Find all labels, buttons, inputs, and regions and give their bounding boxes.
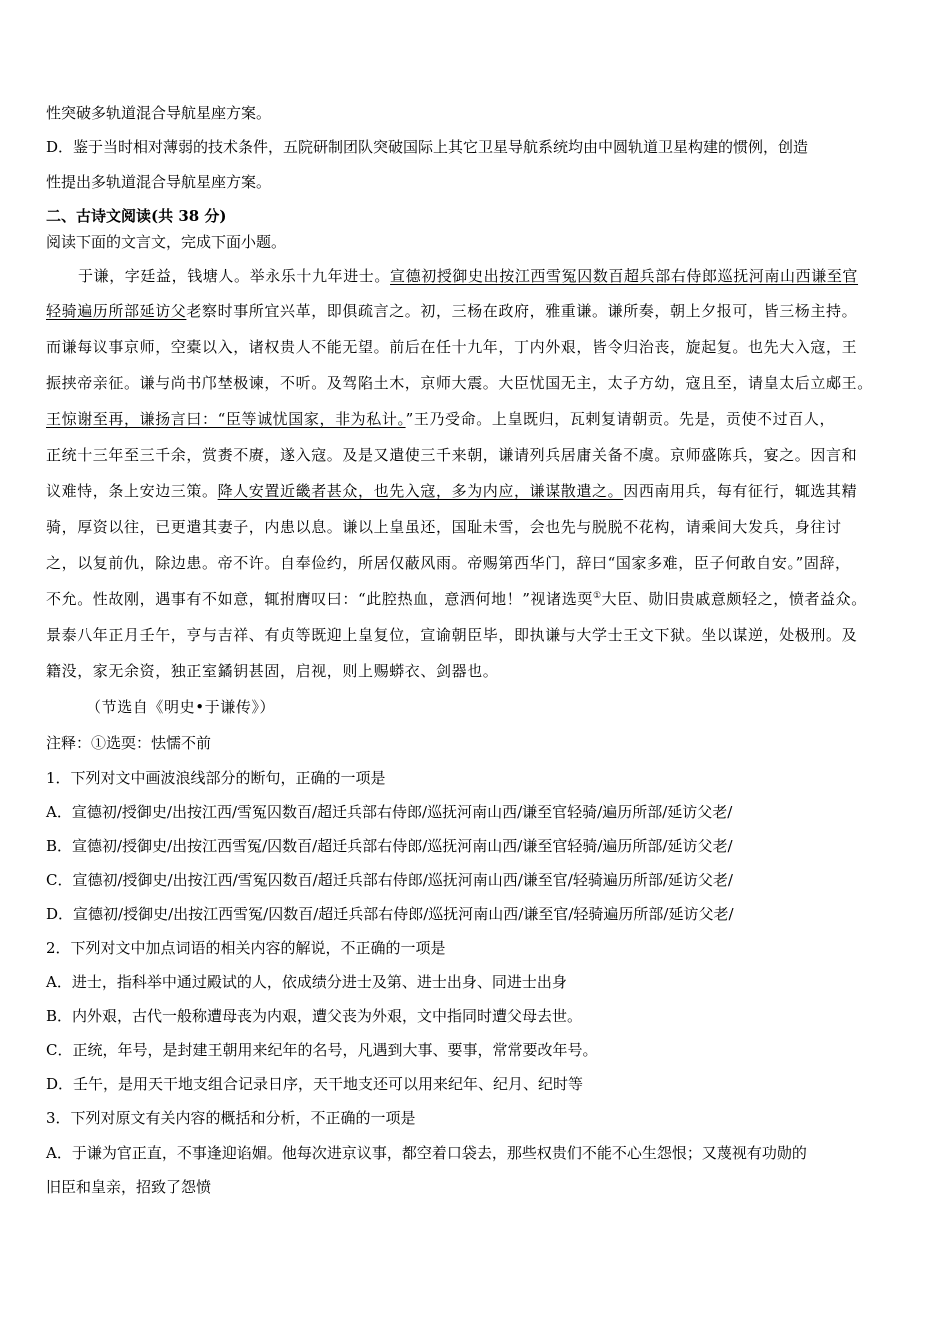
question-3-option-a-continuation: 旧臣和皇亲，招致了怨愤: [46, 1178, 212, 1196]
underlined-sentence: 降人安置近畿者甚众，也先入寇，多为内应，谦谋散遣之。: [217, 482, 624, 500]
question-1-option-b: B．宣德初/授御史/出按江西雪冤/囚数百/超迁兵部右侍郎/巡抚河南山西/谦至官轻骑/遍历所部/延访父老/: [46, 837, 733, 855]
passage-line-9: 之，以复前仇，除边患。帝不许。自奉俭约，所居仅蔽风雨。帝赐第西华门，辞曰“国家多难，臣子何敢自安。”固辞，: [46, 554, 851, 572]
passage-line-4: 振挟帝亲征。谦与尚书邝埜极谏，不听。及驾陷土木，京师大震。大臣忧国无主，太子方幼，寇且至，请皇太后立郕王。: [46, 374, 873, 392]
prev-option-d: D．鉴于当时相对薄弱的技术条件，五院研制团队突破国际上其它卫星导航系统均由中圆轨道卫星构建的惯例，创造: [46, 138, 809, 156]
question-1-option-c: C．宣德初/授御史/出按江西/雪冤囚数百/超迁兵部右侍郎/巡抚河南山西/谦至官/轻骑遍历所部/延访父老/: [46, 871, 733, 889]
passage-text: 不允。性故刚，遇事有不如意，辄拊膺叹曰：“此腔热血，意洒何地！”视诸选耎: [46, 590, 593, 608]
annotation-note: 注释：①选耎：怯懦不前: [46, 734, 212, 752]
question-1-option-d: D．宣德初/授御史/出按江西雪冤/囚数百/超迁兵部右侍郎/巡抚河南山西/谦至官/轻骑遍历所部/延访父老/: [46, 905, 734, 923]
passage-source: （节选自《明史•于谦传》）: [86, 698, 276, 716]
question-2-option-a: A．进士，指科举中通过殿试的人，依成绩分进士及第、进士出身、同进士出身: [46, 973, 567, 991]
passage-text: ”王乃受命。上皇既归，瓦剌复请朝贡。先是，贡使不过百人，: [405, 410, 836, 428]
question-2-stem: 2．下列对文中加点词语的相关内容的解说，不正确的一项是: [46, 939, 446, 957]
passage-line-3: 而谦每议事京师，空橐以入，诸权贵人不能无望。前后在任十九年，丁内外艰，皆令归治丧，旋起复。也先大入寇，王: [46, 338, 858, 356]
passage-line-6: 正统十三年至三千余，赏赉不赓，遂入寇。及是又遣使三千来朝，谦请列兵居庸关备不虞。京师盛陈兵，宴之。因言和: [46, 446, 858, 464]
wavy-underlined-text: 轻骑遍历所部延访父: [46, 302, 187, 320]
passage-text: 因西南用兵，每有征行，辄选其精: [623, 482, 858, 500]
passage-text: 于谦，字廷益，钱塘人。举永乐十九年进士。: [78, 267, 391, 285]
passage-line-1: [78, 266, 938, 286]
prev-option-c-continuation: 性突破多轨道混合导航星座方案。: [46, 104, 272, 122]
passage-line-11: 景泰八年正月壬午，亨与吉祥、有贞等既迎上皇复位，宣谕朝臣毕，即执谦与大学士王文下狱。坐以谋逆，处极刑。及: [46, 626, 858, 644]
section-heading: 二、古诗文阅读(共 38 分): [46, 207, 227, 225]
passage-line-2: [46, 301, 906, 321]
passage-line-8: 骑，厚资以往，已更遣其妻子，内患以息。谦以上皇虽还，国耻未雪，会也先与脱脱不花构，请乘间大发兵，身往讨: [46, 518, 842, 536]
question-1-option-a: A．宣德初/授御史/出按江西/雪冤囚数百/超迁兵部右侍郎/巡抚河南山西/谦至官轻骑/遍历所部/延访父老/: [46, 803, 733, 821]
passage-text: 大臣、勋旧贵戚意颇轻之，愤者益众。: [601, 590, 867, 608]
question-2-option-c: C．正统，年号，是封建王朝用来纪年的名号，凡遇到大事、要事，常常要改年号。: [46, 1041, 598, 1059]
footnote-marker: ①: [592, 591, 602, 601]
passage-line-10: [46, 589, 906, 609]
wavy-underlined-text: 宣德初授御史出按江西雪冤囚数百超兵部右侍郎巡抚河南山西谦至官: [390, 267, 859, 285]
reading-instruction: 阅读下面的文言文，完成下面小题。: [46, 233, 287, 251]
passage-line-12: 籍没，家无余资，独正室鐍钥甚固，启视，则上赐蟒衣、剑器也。: [46, 662, 499, 680]
passage-line-5: [46, 409, 906, 429]
passage-line-7: [46, 481, 906, 501]
question-1-stem: 1．下列对文中画波浪线部分的断句，正确的一项是: [46, 769, 386, 787]
question-3-option-a: A．于谦为官正直，不事逢迎谄媚。他每次进京议事，都空着口袋去，那些权贵们不能不心生怨恨；又蔑视有功勋的: [46, 1144, 807, 1162]
underlined-sentence: 王惊谢至再，谦扬言曰：“臣等诚忧国家，非为私计。: [46, 410, 406, 428]
prev-option-d-continuation: 性提出多轨道混合导航星座方案。: [46, 173, 272, 191]
question-2-option-b: B．内外艰，古代一般称遭母丧为内艰，遭父丧为外艰，文中指同时遭父母去世。: [46, 1007, 583, 1025]
question-3-stem: 3．下列对原文有关内容的概括和分析，不正确的一项是: [46, 1109, 416, 1127]
question-2-option-d: D．壬午，是用天干地支组合记录日序，天干地支还可以用来纪年、纪月、纪时等: [46, 1075, 584, 1093]
passage-text: 议难恃，条上安边三策。: [46, 482, 218, 500]
passage-text: 老察时事所宜兴革，即俱疏言之。初，三杨在政府，雅重谦。谦所奏，朝上夕报可，皆三杨主持。: [186, 302, 858, 320]
